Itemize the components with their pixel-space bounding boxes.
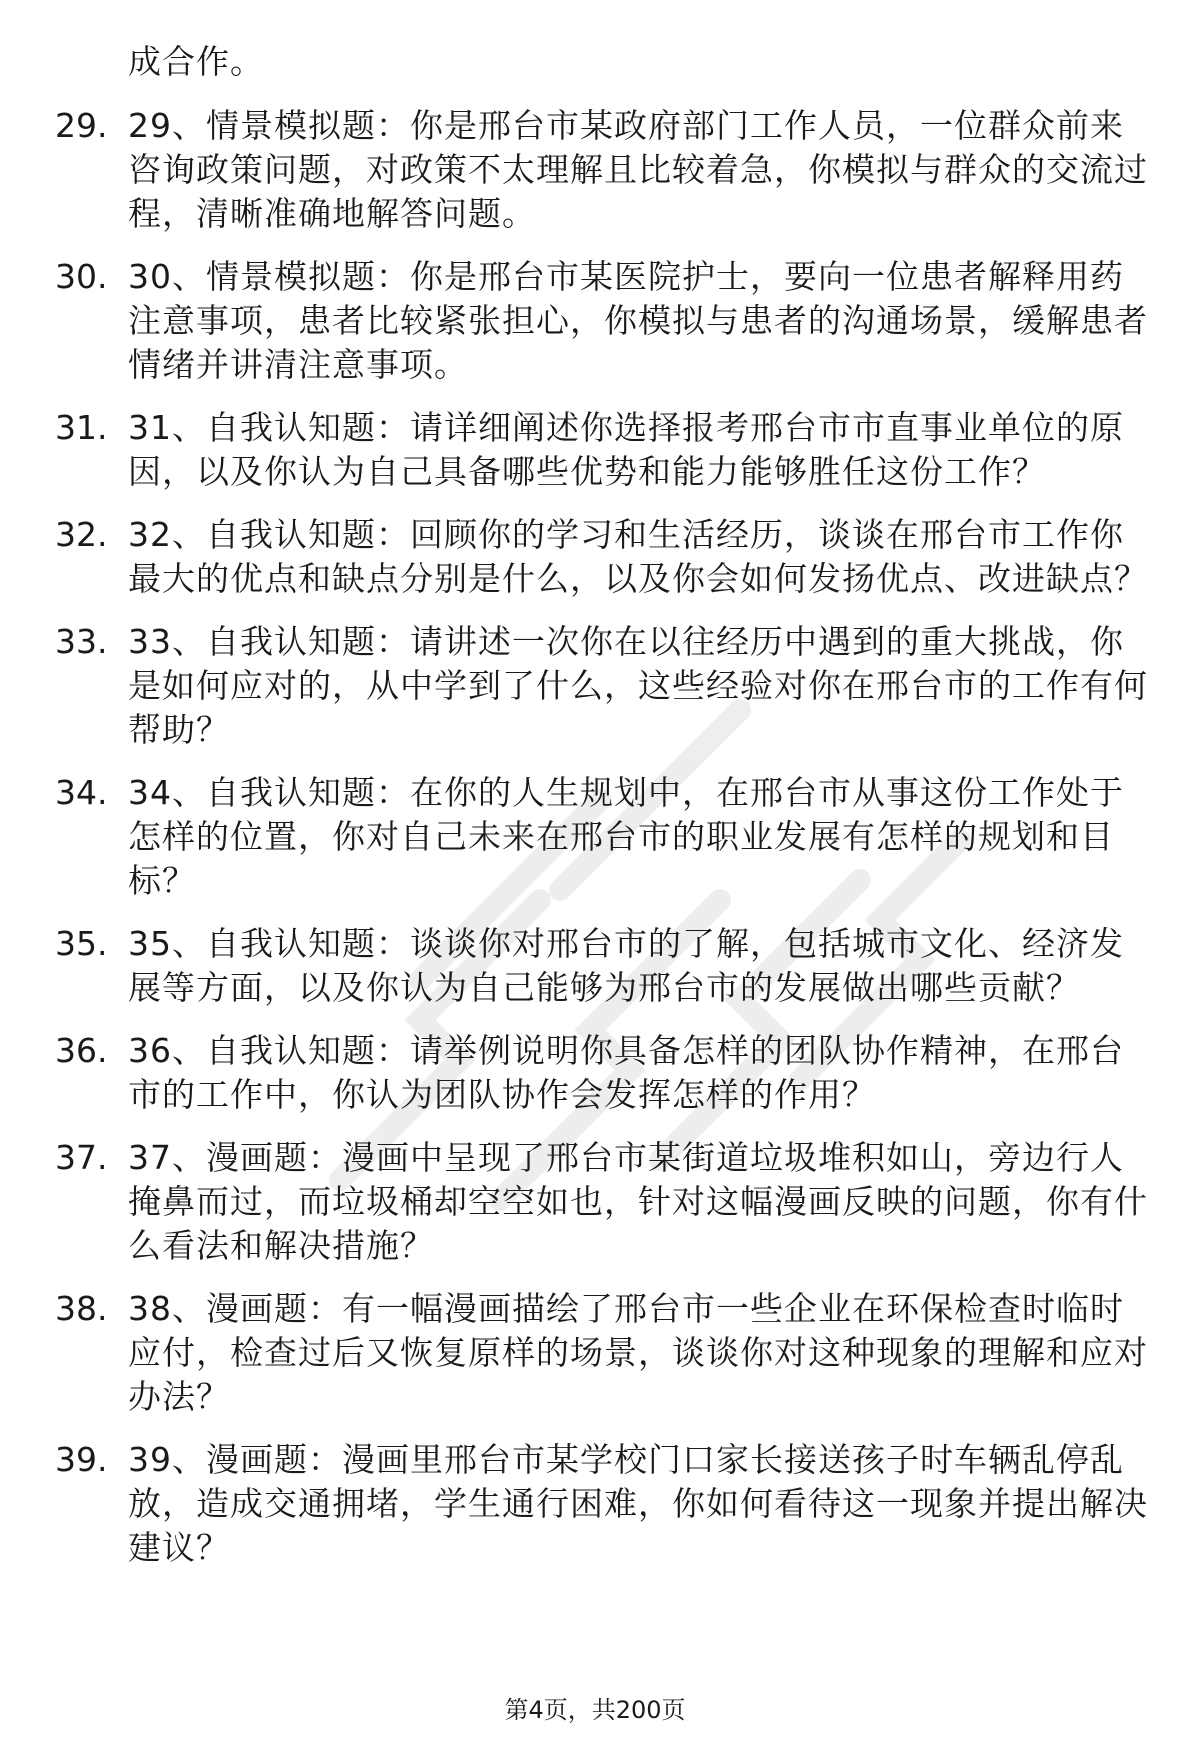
document-body: [55, 40, 1155, 1589]
list-item-number: 37.: [55, 1138, 108, 1177]
list-item-text: 37、漫画题：漫画中呈现了邢台市某街道垃圾堆积如山，旁边行人掩鼻而过，而垃圾桶却空空如也，针对这幅漫画反映的问题，你有什么看法和解决措施？: [128, 1138, 1148, 1265]
list-item-text: 34、自我认知题：在你的人生规划中，在邢台市从事这份工作处于怎样的位置，你对自己未来在邢台市的职业发展有怎样的规划和目标？: [128, 773, 1124, 900]
list-item-number: 36.: [55, 1031, 108, 1070]
list-item-text: 32、自我认知题：回顾你的学习和生活经历，谈谈在邢台市工作你最大的优点和缺点分别是什么，以及你会如何发扬优点、改进缺点？: [128, 515, 1148, 598]
list-item: [55, 1136, 1155, 1268]
list-item: [55, 104, 1155, 236]
list-item-text: 29、情景模拟题：你是邢台市某政府部门工作人员，一位群众前来咨询政策问题，对政策不太理解且比较着急，你模拟与群众的交流过程，清晰准确地解答问题。: [128, 106, 1148, 233]
list-item-text: 33、自我认知题：请讲述一次你在以往经历中遇到的重大挑战，你是如何应对的，从中学到了什么，这些经验对你在邢台市的工作有何帮助？: [128, 622, 1148, 749]
list-item-text: 31、自我认知题：请详细阐述你选择报考邢台市市直事业单位的原因，以及你认为自己具备哪些优势和能力能够胜任这份工作？: [128, 408, 1124, 491]
list-item: [55, 620, 1155, 752]
list-item-number: 33.: [55, 622, 108, 661]
list-item-number: 29.: [55, 106, 108, 145]
list-item: [55, 1438, 1155, 1570]
list-item: [55, 922, 1155, 1010]
list-item-text: 36、自我认知题：请举例说明你具备怎样的团队协作精神，在邢台市的工作中，你认为团队协作会发挥怎样的作用？: [128, 1031, 1124, 1114]
list-item-number: 31.: [55, 408, 108, 447]
list-item-number: 38.: [55, 1289, 108, 1328]
list-item: [55, 771, 1155, 903]
page-footer: 第4页，共200页: [504, 1696, 686, 1724]
list-item-number: 35.: [55, 924, 108, 963]
list-item-number: 34.: [55, 773, 108, 812]
list-item: [55, 513, 1155, 601]
list-item-text: 39、漫画题：漫画里邢台市某学校门口家长接送孩子时车辆乱停乱放，造成交通拥堵，学生通行困难，你如何看待这一现象并提出解决建议？: [128, 1440, 1148, 1567]
list-item: [55, 255, 1155, 387]
list-item: [55, 406, 1155, 494]
list-item-number: 30.: [55, 257, 108, 296]
list-item: [55, 1029, 1155, 1117]
continuation-text: 成合作。: [128, 42, 264, 81]
list-item-text: 30、情景模拟题：你是邢台市某医院护士，要向一位患者解释用药注意事项，患者比较紧张担心，你模拟与患者的沟通场景，缓解患者情绪并讲清注意事项。: [128, 257, 1148, 384]
list-item-number: 32.: [55, 515, 108, 554]
list-item-number: 39.: [55, 1440, 108, 1479]
list-item-text: 38、漫画题：有一幅漫画描绘了邢台市一些企业在环保检查时临时应付，检查过后又恢复原样的场景，谈谈你对这种现象的理解和应对办法？: [128, 1289, 1148, 1416]
list-item-text: 35、自我认知题：谈谈你对邢台市的了解，包括城市文化、经济发展等方面，以及你认为自己能够为邢台市的发展做出哪些贡献？: [128, 924, 1124, 1007]
list-item: [55, 1287, 1155, 1419]
